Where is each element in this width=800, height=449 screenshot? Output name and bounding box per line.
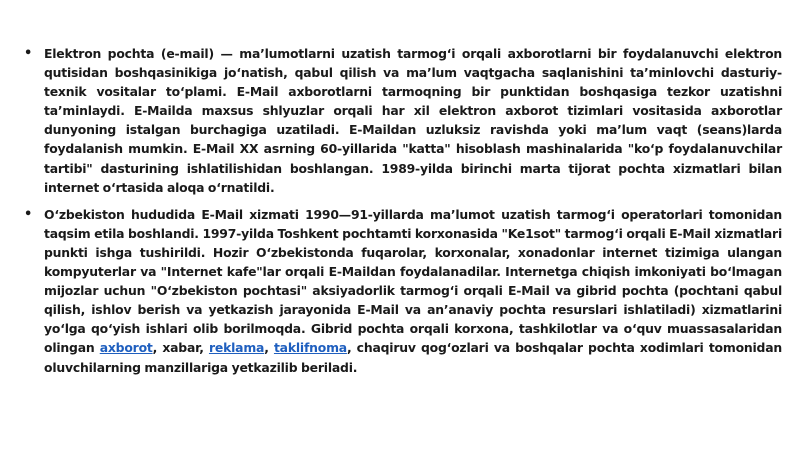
- paragraph-email-definition: Elektron pochta (e-mail) — ma’lumotlarni uzatish tarmog‘i orqali axborotlarni bir foydalanuvchi elektron qutisidan boshqasinikiga jo‘natish, qabul qilish va ma’lum vaqtgacha saqlanishini ta’minlovchi dasturiy-texnik vositalar to‘plami. E-Mail axborotlarni tarmoqning bir punktidan boshqasiga tezkor uzatishni ta’minlaydi. E-Mailda maxsus shlyuzlar orqali har xil elektron axborot tizimlari vositasida axborotlar dunyoning istalgan burchagiga uzatiladi. E-Maildan uzluksiz ravishda yoki ma’lum vaqt (seans)larda foydalanish mumkin. E-Mail XX asrning 60-yillarida "katta" hisoblash mashinalarida "ko‘p foydalanuvchilar tartibi" dasturining ishlatilishidan boshlangan. 1989-yilda birinchi marta tijorat pochta xizmatlari bilan internet o‘rtasida aloqa o‘rnatildi.: [44, 46, 782, 195]
- bullet-item-email-uzbekistan: [24, 205, 782, 377]
- separator-text: , xabar,: [152, 340, 209, 356]
- separator-text: ,: [264, 340, 274, 356]
- paragraph-email-uzbekistan: [44, 205, 782, 377]
- paragraph-text-after-links: , chaqiruv qog‘ozlari va boshqalar pochta xodimlari tomonidan oluvchilarning manzillariga yetkazilib beriladi.: [44, 340, 783, 375]
- paragraph-text-before-links: O‘zbekiston hududida E-Mail xizmati 1990—91-yillarda ma’lumot uzatish tarmog‘i operatorlari tomonidan taqsim etila boshlandi. 1997-yilda Toshkent pochtamti korxonasida "Ke1sot" tarmog‘i orqali E-Mail xizmatlari punkti ishga tushirildi. Hozir O‘zbekistonda fuqarolar, korxonalar, xonadonlar internet tizimiga ulangan kompyuterlar va "Internet kafe"lar orqali E-Maildan foydalanadilar. Internetga chiqish imkoniyati bo‘lmagan mijozlar uchun "O‘zbekiston pochtasi" aksiyadorlik tarmog‘i orqali E-Mail va gibrid pochta (pochtani qabul qilish, ishlov berish va yetkazish jarayonida E-Mail va an’anaviy pochta resurslari ishlatiladi) xizmatlarini yo‘lga qo‘yish ishlari olib borilmoqda. Gibrid pochta orqali korxona, tashkilotlar va o‘quv muassasalaridan olingan: [44, 206, 782, 356]
- link-reklama[interactable]: reklama: [208, 340, 265, 356]
- slide-content: [24, 44, 782, 377]
- link-taklifnoma[interactable]: taklifnoma: [273, 340, 347, 356]
- bullet-item-email-definition: [24, 44, 782, 197]
- link-axborot[interactable]: axborot: [99, 340, 153, 356]
- bullet-icon: •: [24, 46, 33, 61]
- bullet-icon: •: [24, 206, 33, 222]
